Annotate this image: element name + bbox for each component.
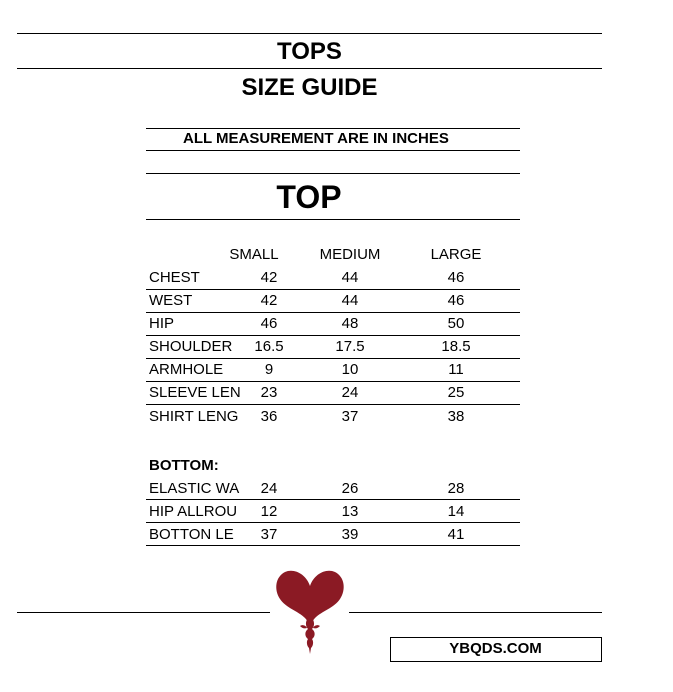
cell-medium: 17.5 [335, 338, 365, 355]
cell-large: 28 [447, 480, 465, 497]
row-divider [146, 289, 520, 290]
cell-large: 46 [447, 292, 465, 309]
cell-medium: 37 [341, 408, 359, 425]
cell-medium: 44 [341, 269, 359, 286]
row-divider [146, 358, 520, 359]
cell-medium: 24 [341, 384, 359, 401]
row-label: SHOULDER [149, 338, 233, 355]
cell-small: 36 [260, 408, 278, 425]
page-subtitle: SIZE GUIDE [241, 74, 378, 101]
cell-large: 14 [447, 503, 465, 520]
section-heading: TOP [276, 179, 342, 215]
cell-medium: 26 [341, 480, 359, 497]
row-divider [146, 335, 520, 336]
cell-medium: 10 [341, 361, 359, 378]
cell-large: 18.5 [441, 338, 471, 355]
bottom-heading: BOTTOM: [149, 457, 219, 474]
row-label: BOTTON LE [149, 526, 234, 543]
cell-small: 42 [260, 292, 278, 309]
row-label: HIP ALLROU [149, 503, 238, 520]
row-label: ARMHOLE [149, 361, 224, 378]
cell-small: 9 [264, 361, 274, 378]
row-label: HIP [149, 315, 175, 332]
cell-medium: 13 [341, 503, 359, 520]
row-divider [146, 404, 520, 405]
cell-medium: 44 [341, 292, 359, 309]
row-divider [146, 381, 520, 382]
cell-small: 37 [260, 526, 278, 543]
row-label: WEST [149, 292, 193, 309]
footer-rule-right [349, 612, 602, 613]
row-divider [146, 522, 520, 523]
row-label: SLEEVE LEN [149, 384, 241, 401]
website-link[interactable]: YBQDS.COM [449, 640, 542, 657]
cell-large: 11 [448, 361, 464, 378]
row-divider [146, 312, 520, 313]
column-header-small: SMALL [229, 246, 279, 263]
cell-large: 38 [447, 408, 465, 425]
row-divider [146, 499, 520, 500]
column-header-large: LARGE [430, 246, 482, 263]
website-box [390, 637, 602, 662]
cell-large: 41 [447, 526, 465, 543]
cell-small: 12 [260, 503, 278, 520]
cell-small: 42 [260, 269, 278, 286]
row-divider [146, 545, 520, 546]
cell-small: 23 [260, 384, 278, 401]
cell-medium: 39 [341, 526, 359, 543]
row-label: SHIRT LENG [149, 408, 239, 425]
row-label: ELASTIC WA [149, 480, 240, 497]
cell-large: 25 [447, 384, 465, 401]
cell-small: 46 [260, 315, 278, 332]
cell-small: 24 [260, 480, 278, 497]
cell-medium: 48 [341, 315, 359, 332]
cell-large: 50 [447, 315, 465, 332]
cell-small: 16.5 [254, 338, 284, 355]
heart-logo-icon [272, 566, 348, 656]
cell-large: 46 [447, 269, 465, 286]
page-title: TOPS [277, 38, 342, 65]
column-header-medium: MEDIUM [319, 246, 381, 263]
row-label: CHEST [149, 269, 200, 286]
footer-rule-left [17, 612, 270, 613]
units-note: ALL MEASUREMENT ARE IN INCHES [183, 130, 449, 147]
